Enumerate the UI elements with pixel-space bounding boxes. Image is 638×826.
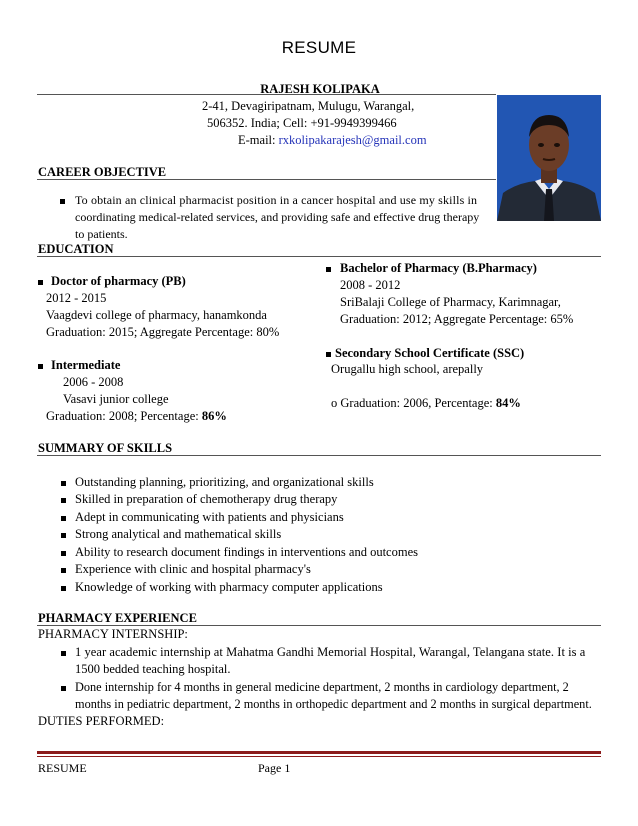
bpharm-bullet xyxy=(326,262,335,276)
ssc-grad-percentage: 84% xyxy=(495,396,521,410)
inter-grad xyxy=(46,409,227,424)
pharmd-college: Vaagdevi college of pharmacy, hanamkonda xyxy=(46,308,267,322)
inter-grad-percentage: 86% xyxy=(201,409,227,423)
pharmd-title: Doctor of pharmacy (PB) xyxy=(51,274,186,288)
skills-rule xyxy=(37,455,601,456)
experience-heading: PHARMACY EXPERIENCE xyxy=(38,611,197,625)
experience-item-1-line-2: 1500 bedded teaching hospital. xyxy=(75,662,231,676)
inter-bullet xyxy=(38,359,47,373)
footer-label: RESUME xyxy=(38,761,87,775)
email-line xyxy=(238,133,427,148)
skill-bullet xyxy=(61,511,70,525)
skill-bullet xyxy=(61,528,70,542)
skill-bullet xyxy=(61,563,70,577)
pharmd-bullet xyxy=(38,275,47,289)
experience-bullet xyxy=(61,681,70,695)
bpharm-years: 2008 - 2012 xyxy=(340,278,401,292)
education-rule xyxy=(37,256,601,257)
career-objective-rule xyxy=(37,179,496,180)
skill-bullet xyxy=(61,546,70,560)
profile-photo xyxy=(497,95,601,221)
person-portrait-icon xyxy=(497,95,601,221)
objective-bullet xyxy=(60,194,69,208)
applicant-name: RAJESH KOLIPAKA xyxy=(260,82,380,96)
ssc-school: Orugallu high school, arepally xyxy=(331,362,484,376)
experience-item-1-line-1: 1 year academic internship at Mahatma Gandhi Memorial Hospital, Warangal, Telangana state. It is a xyxy=(75,645,586,659)
career-objective-heading: CAREER OBJECTIVE xyxy=(38,165,167,179)
skill-item: Outstanding planning, prioritizing, and organizational skills xyxy=(75,475,374,489)
ssc-grad-label: o Graduation: 2006, Percentage: xyxy=(331,396,496,410)
document-title: RESUME xyxy=(281,38,357,57)
skill-bullet xyxy=(61,581,70,595)
inter-years: 2006 - 2008 xyxy=(63,375,124,389)
internship-subheading: PHARMACY INTERNSHIP: xyxy=(38,627,188,641)
objective-line-1: To obtain an clinical pharmacist position in a cancer hospital and use my skills in xyxy=(75,193,478,207)
email-link[interactable]: rxkolipakarajesh@gmail.com xyxy=(278,133,427,147)
address-line-2: 506352. India; Cell: +91-9949399466 xyxy=(207,116,397,130)
skill-item: Strong analytical and mathematical skills xyxy=(75,527,282,541)
experience-item-2-line-2: months in pediatric department, 2 months in orthopedic department and 2 months in surgical department. xyxy=(75,697,592,711)
experience-rule xyxy=(37,625,601,626)
skill-bullet xyxy=(61,476,70,490)
objective-line-3: to patients. xyxy=(75,227,128,241)
skill-item: Experience with clinic and hospital pharmacy's xyxy=(75,562,311,576)
skill-item: Ability to research document findings in interventions and outcomes xyxy=(75,545,418,559)
experience-item-2-line-1: Done internship for 4 months in general medicine department, 2 months in cardiology department, 2 xyxy=(75,680,569,694)
header-rule xyxy=(37,94,496,95)
inter-college: Vasavi junior college xyxy=(63,392,169,406)
pharmd-grad: Graduation: 2015; Aggregate Percentage: 80% xyxy=(46,325,280,339)
footer-rule-thick xyxy=(37,751,601,754)
skill-item: Skilled in preparation of chemotherapy drug therapy xyxy=(75,492,338,506)
skill-item: Adept in communicating with patients and physicians xyxy=(75,510,344,524)
duties-heading: DUTIES PERFORMED: xyxy=(38,714,165,728)
inter-grad-label: Graduation: 2008; Percentage: xyxy=(46,409,202,423)
bpharm-college: SriBalaji College of Pharmacy, Karimnagar, xyxy=(340,295,561,309)
skill-item: Knowledge of working with pharmacy computer applications xyxy=(75,580,383,594)
address-line-1: 2-41, Devagiripatnam, Mulugu, Warangal, xyxy=(202,99,415,113)
ssc-bullet xyxy=(326,347,335,361)
skills-heading: SUMMARY OF SKILLS xyxy=(38,441,173,455)
footer-rule-thin xyxy=(37,756,601,757)
email-label: E-mail: xyxy=(238,133,279,147)
pharmd-years: 2012 - 2015 xyxy=(46,291,107,305)
skill-bullet xyxy=(61,493,70,507)
bpharm-grad: Graduation: 2012; Aggregate Percentage: 65% xyxy=(340,312,574,326)
objective-line-2: coordinating medical-related services, and providing safe and effective drug therapy xyxy=(75,210,480,224)
inter-title: Intermediate xyxy=(51,358,121,372)
education-heading: EDUCATION xyxy=(38,242,114,256)
ssc-title: Secondary School Certificate (SSC) xyxy=(335,346,525,360)
page-number: Page 1 xyxy=(258,761,291,775)
experience-bullet xyxy=(61,646,70,660)
ssc-grad xyxy=(331,396,521,411)
bpharm-title: Bachelor of Pharmacy (B.Pharmacy) xyxy=(340,261,537,275)
